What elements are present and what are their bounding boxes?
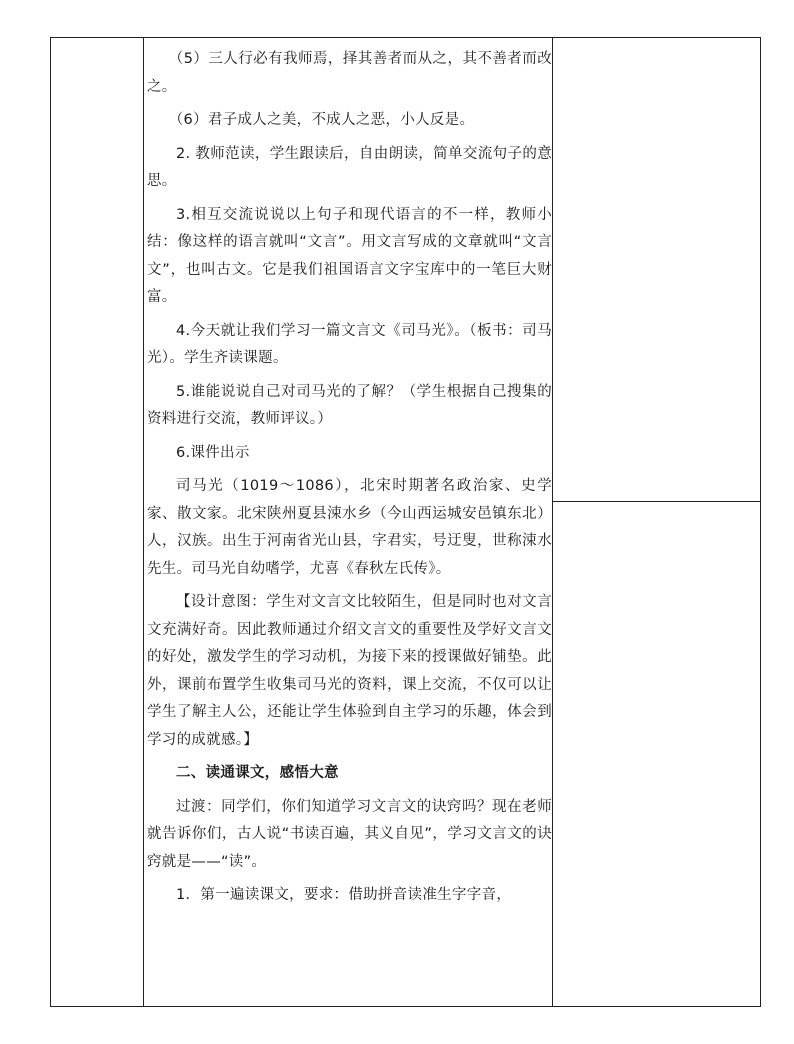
paragraph-first-reading: 1．第一遍读课文，要求：借助拼音读准生字字音，	[176, 887, 512, 903]
paragraph-step-2: 2. 教师范读，学生跟读后，自由朗读，简单交流句子的意思。	[147, 145, 552, 189]
right-column-row-divider	[552, 501, 760, 502]
column-divider-right	[552, 38, 553, 1006]
paragraph-step-6: 6.课件出示	[176, 444, 250, 461]
paragraph-step-3: 3.相互交流说说以上句子和现代语言的不一样，教师小结：像这样的语言就叫“文言”。用文言写成的文章就叫“文言文”，也叫古文。它是我们祖国语言文字宝库中的一笔巨大财富。	[147, 206, 552, 305]
paragraph-design-intent: 【设计意图：学生对文言文比较陌生，但是同时也对文言文充满好奇。因此教师通过介绍文言文的重要性及学好文言文的好处，激发学生的学习动机，为接下来的授课做好铺垫。此外，课前布置学生收集司马光的资料，课上交流，不仅可以让学生了解主人公，还能让学生体验到自主学习的乐趣，体会到学习的成就感。】	[147, 594, 552, 748]
lesson-plan-table	[50, 37, 761, 1007]
column-divider-left	[143, 38, 144, 1006]
paragraph-step-5: 5.谁能说说自己对司马光的了解？（学生根据自己搜集的资料进行交流，教师评议。）	[147, 383, 552, 427]
paragraph-transition: 过渡：同学们，你们知道学习文言文的诀窍吗？现在老师就告诉你们，古人说“书读百遍，其义自见”，学习文言文的诀窍就是——“读”。	[147, 798, 552, 870]
lesson-content	[147, 46, 552, 916]
paragraph-step-4: 4.今天就让我们学习一篇文言文《司马光》。（板书：司马光）。学生齐读课题。	[147, 322, 552, 366]
paragraph-quote-5: （5）三人行必有我师焉，择其善者而从之，其不善者而改之。	[147, 51, 552, 95]
paragraph-quote-6: （6）君子成人之美，不成人之恶，小人反是。	[168, 112, 475, 128]
section-heading-read-through: 二、读通课文，感悟大意	[176, 765, 339, 781]
paragraph-sima-guang-bio: 司马光（1019～1086），北宋时期著名政治家、史学家、散文家。北宋陕州夏县涑水乡（今山西运城安邑镇东北）人，汉族。出生于河南省光山县，字君实，号迂叟，世称涑水先生。司马光自幼嗜学，尤喜《春秋左氏传》。	[147, 478, 552, 577]
